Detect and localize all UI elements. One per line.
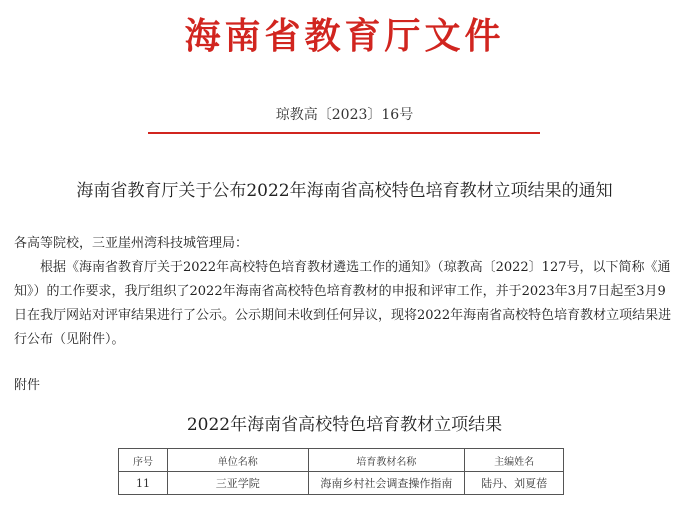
- column-header-unit: 单位名称: [167, 449, 308, 472]
- notice-title: 海南省教育厅关于公布2022年海南省高校特色培育教材立项结果的通知: [76, 181, 613, 201]
- cell-textbook: 海南乡村社会调查操作指南: [308, 472, 465, 495]
- column-header-editor: 主编姓名: [465, 449, 564, 472]
- table-header-row: [119, 449, 564, 472]
- addressee-line: 各高等院校，三亚崖州湾科技城管理局：: [14, 236, 249, 251]
- cell-editor: 陆丹、刘夏蓓: [465, 472, 564, 495]
- org-header-title: 海南省教育厅文件: [184, 15, 505, 57]
- results-table-title: 2022年海南省高校特色培育教材立项结果: [186, 415, 503, 435]
- column-header-index: 序号: [119, 449, 168, 472]
- results-table: [118, 448, 564, 495]
- document-number: 琼教高〔2023〕16号: [275, 107, 414, 123]
- cell-index: 11: [119, 472, 168, 495]
- notice-body-paragraph: 根据《海南省教育厅关于2022年高校特色培育教材遴选工作的通知》（琼教高〔2022〕127号，以下简称《通知》）的工作要求，我厅组织了2022年海南省高校特色培育教材的申报和评审工作，并于2023年3月7日起至3月9日在我厅网站对评审结果进行了公示。公示期间未收到任何异议，现将2022年海南省高校特色培育教材立项结果进行公布（见附件）。: [14, 260, 672, 347]
- column-header-textbook: 培育教材名称: [308, 449, 465, 472]
- attachment-label: 附件: [14, 378, 41, 393]
- cell-unit: 三亚学院: [167, 472, 308, 495]
- table-row: [119, 472, 564, 495]
- red-divider-line: [148, 132, 540, 134]
